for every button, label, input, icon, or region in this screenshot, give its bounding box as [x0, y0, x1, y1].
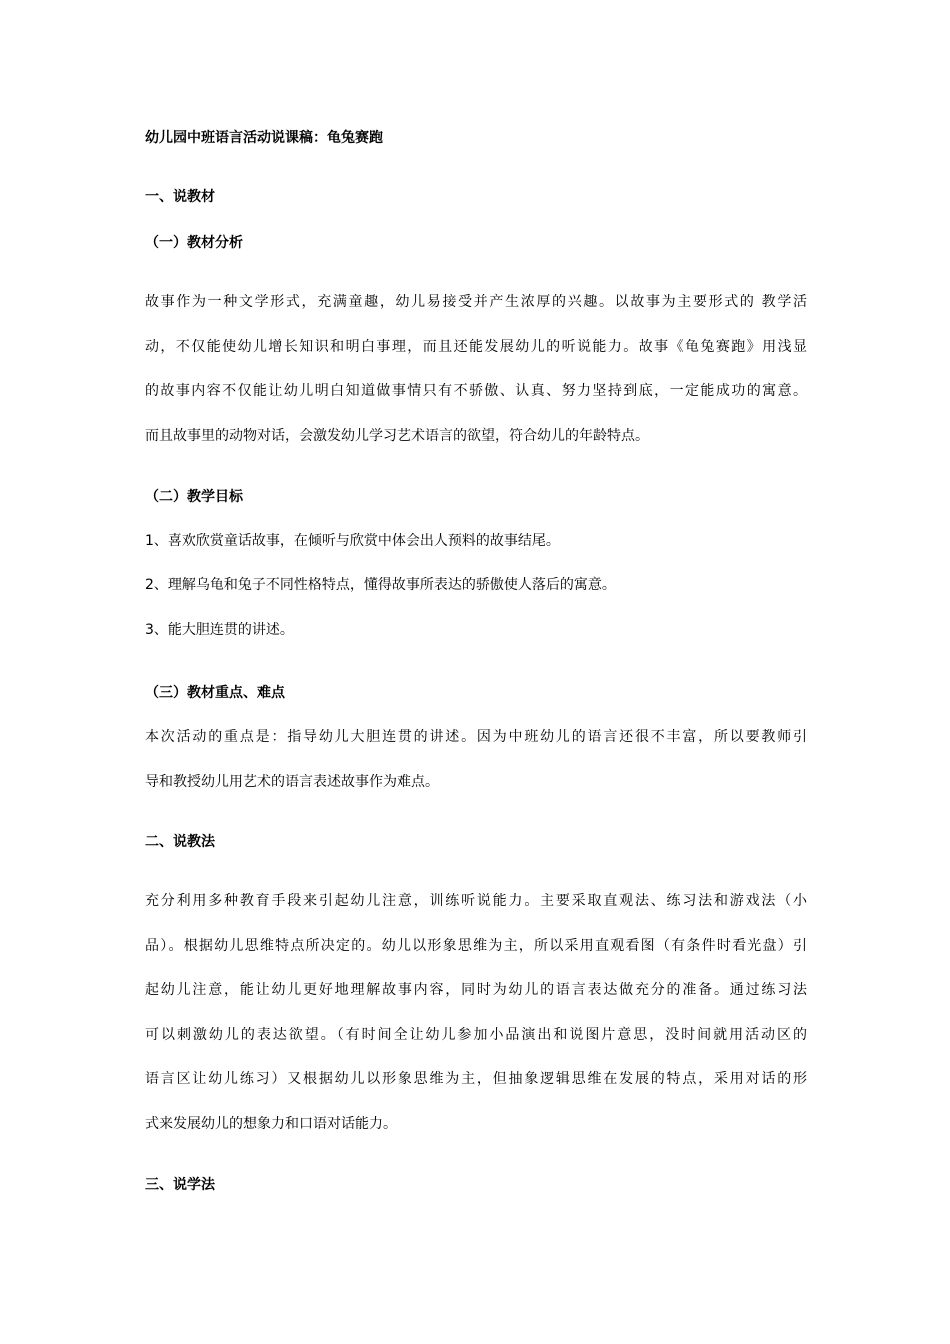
paragraph-line: 起幼儿注意，能让幼儿更好地理解故事内容，同时为幼儿的语言表达做充分的准备。通过练习法	[145, 982, 807, 998]
document-title: 幼儿园中班语言活动说课稿：龟兔赛跑	[145, 130, 383, 146]
paragraph-line: 故事作为一种文学形式，充满童趣，幼儿易接受并产生浓厚的兴趣。以故事为主要形式的 教学活	[145, 294, 807, 310]
paragraph-line: 式来发展幼儿的想象力和口语对话能力。	[145, 1116, 397, 1132]
paragraph-line: 动，不仅能使幼儿增长知识和明白事理，而且还能发展幼儿的听说能力。故事《龟兔赛跑》用浅显	[145, 339, 807, 355]
section-heading-3: 三、说学法	[145, 1177, 215, 1193]
paragraph-line: 的故事内容不仅能让幼儿明白知道做事情只有不骄傲、认真、努力坚持到底，一定能成功的寓意。	[145, 383, 807, 399]
list-item: 2、理解乌龟和兔子不同性格特点，懂得故事所表达的骄傲使人落后的寓意。	[145, 577, 616, 593]
subsection-heading-goals: （二）教学目标	[145, 489, 243, 505]
paragraph-line: 语言区让幼儿练习）又根据幼儿以形象思维为主，但抽象逻辑思维在发展的特点，采用对话的形	[145, 1071, 807, 1087]
subsection-heading-keypoints: （三）教材重点、难点	[145, 685, 285, 701]
section-heading-2: 二、说教法	[145, 834, 215, 850]
paragraph-line: 可以刺激幼儿的表达欲望。（有时间全让幼儿参加小品演出和说图片意思，没时间就用活动区的	[145, 1027, 807, 1043]
section-heading-1: 一、说教材	[145, 189, 215, 205]
list-item: 3、能大胆连贯的讲述。	[145, 622, 294, 638]
paragraph-line: 品）。根据幼儿思维特点所决定的。幼儿以形象思维为主，所以采用直观看图（有条件时看光盘）引	[145, 938, 807, 954]
paragraph-line: 导和教授幼儿用艺术的语言表述故事作为难点。	[145, 774, 439, 790]
paragraph-line: 本次活动的重点是：指导幼儿大胆连贯的讲述。因为中班幼儿的语言还很不丰富，所以要教师引	[145, 729, 807, 745]
paragraph-line: 而且故事里的动物对话，会激发幼儿学习艺术语言的欲望，符合幼儿的年龄特点。	[145, 428, 649, 444]
subsection-heading-analysis: （一）教材分析	[145, 235, 243, 251]
paragraph-line: 充分利用多种教育手段来引起幼儿注意，训练听说能力。主要采取直观法、练习法和游戏法（小	[145, 893, 807, 909]
list-item: 1、喜欢欣赏童话故事，在倾听与欣赏中体会出人预料的故事结尾。	[145, 533, 560, 549]
